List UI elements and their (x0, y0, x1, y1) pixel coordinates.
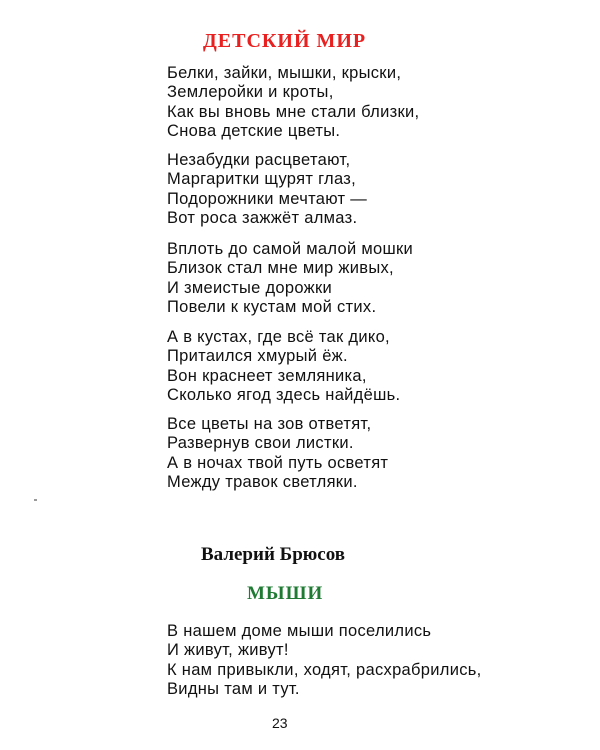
poem-line: И змеистые дорожки (167, 278, 333, 297)
poem2-stanza-1 (167, 622, 482, 699)
poem-author: Валерий Брюсов (201, 544, 346, 565)
poem1-stanza-1 (167, 64, 419, 141)
poem-line: А в кустах, где всё так дико, (167, 328, 390, 346)
poem-line: Между травок светляки. (167, 472, 358, 491)
poem-line: Маргаритки щурят глаз, (167, 170, 357, 189)
poem1-stanza-4 (167, 328, 400, 405)
poem-line: В нашем доме мыши поселились (167, 622, 432, 640)
poem-line: А в ночах твой путь осветят (167, 453, 389, 472)
poem-line: Развернув свои листки. (167, 434, 354, 453)
scan-speck (34, 499, 37, 501)
poem-line: Как вы вновь мне стали близки, (167, 102, 420, 121)
poem1-stanza-2 (167, 151, 367, 228)
poem-line: Видны там и тут. (167, 679, 300, 698)
poem-line: Вплоть до самой малой мошки (167, 240, 414, 258)
poem-line: Повели к кустам мой стих. (167, 297, 377, 316)
poem-line: Землеройки и кроты, (167, 83, 334, 102)
poem-line: Вот роса зажжёт алмаз. (167, 208, 358, 227)
poem-line: Близок стал мне мир живых, (167, 259, 394, 278)
poem-line: Притаился хмурый ёж. (167, 347, 348, 366)
poem-line: Подорожники мечтают — (167, 189, 368, 208)
poem-line: Сколько ягод здесь найдёшь. (167, 385, 401, 404)
poem-title-detskiy-mir: ДЕТСКИЙ МИР (203, 30, 367, 52)
poem1-stanza-5 (167, 415, 388, 492)
poem-line: Снова детские цветы. (167, 121, 341, 140)
poem-line: Белки, зайки, мышки, крыски, (167, 64, 402, 82)
poem-title-myshi: МЫШИ (247, 583, 324, 604)
page-number: 23 (272, 715, 288, 731)
poem1-stanza-3 (167, 240, 413, 317)
poem-line: Вон краснеет земляника, (167, 366, 367, 385)
poem-line: Незабудки расцветают, (167, 151, 351, 169)
poem-line: К нам привыкли, ходят, расхрабрились, (167, 660, 482, 679)
poem-line: И живут, живут! (167, 641, 289, 660)
poem-line: Все цветы на зов ответят, (167, 415, 372, 433)
